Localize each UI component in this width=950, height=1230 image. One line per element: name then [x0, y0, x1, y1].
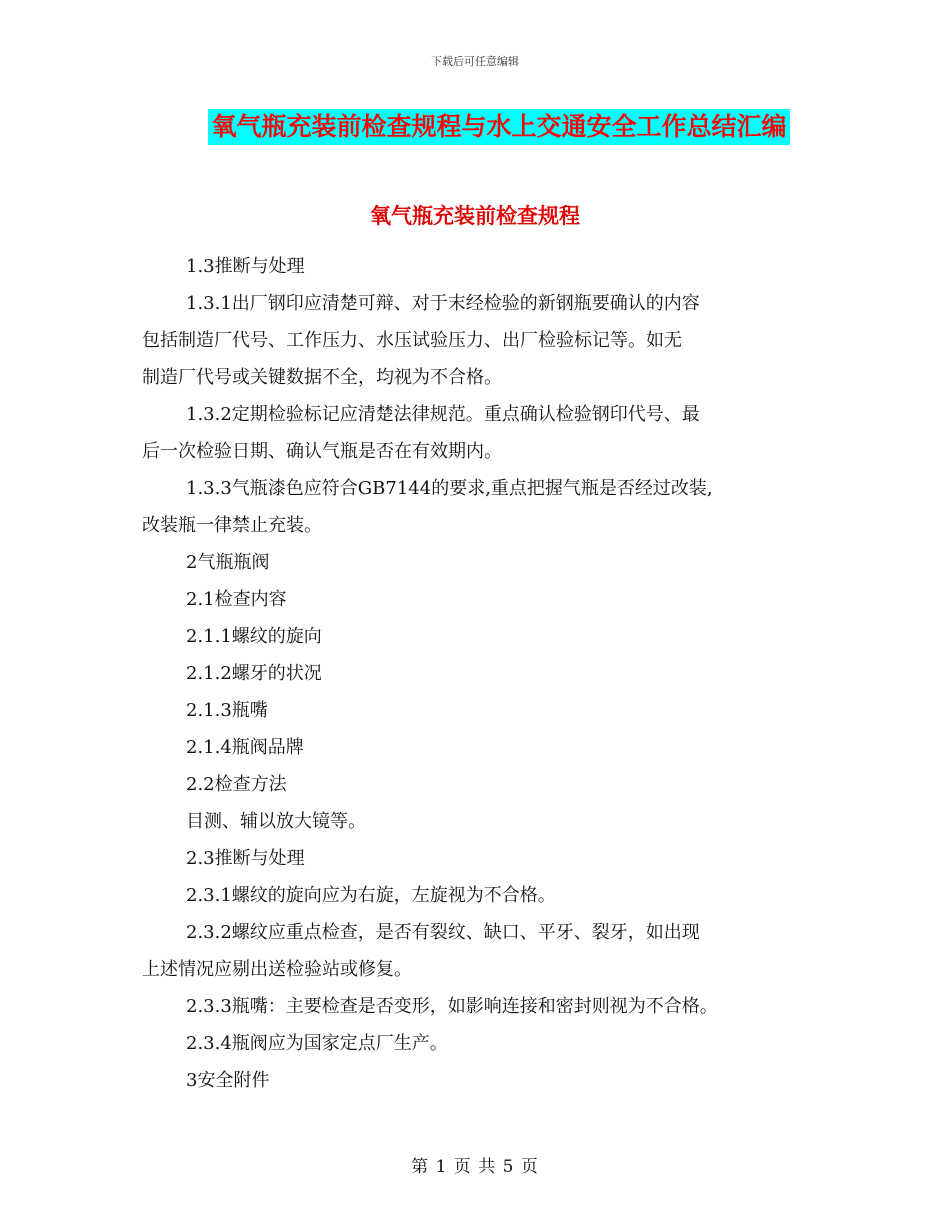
body-line: 2.3.2螺纹应重点检查，是否有裂纹、缺口、平牙、裂牙，如出现 [186, 922, 700, 943]
body-line: 制造厂代号或关键数据不全，均视为不合格。 [142, 367, 502, 388]
body-line: 2.1.3瓶嘴 [186, 700, 268, 721]
body-line: 1.3.1出厂钢印应清楚可辩、对于末经检验的新钢瓶要确认的内容 [186, 293, 700, 314]
document-title-wrapper [0, 109, 950, 145]
body-line: 2.1.2螺牙的状况 [186, 663, 322, 684]
body-line: 1.3推断与处理 [186, 256, 305, 277]
document-title: 氧气瓶充装前检查规程与水上交通安全工作总结汇编 [208, 109, 789, 145]
body-line: 2.2检查方法 [186, 774, 287, 795]
page-footer: 第 1 页 共 5 页 [411, 1157, 539, 1177]
body-line: 2.1.1螺纹的旋向 [186, 626, 322, 647]
body-line: 2.1.4瓶阀品牌 [186, 737, 304, 758]
body-line: 目测、辅以放大镜等。 [186, 811, 366, 832]
body-line: 2.1检查内容 [186, 589, 287, 610]
body-line: 1.3.3气瓶漆色应符合GB7144的要求,重点把握气瓶是否经过改装, [186, 478, 713, 499]
body-line: 3安全附件 [186, 1070, 270, 1091]
body-line: 2.3.1螺纹的旋向应为右旋，左旋视为不合格。 [186, 885, 556, 906]
document-body [142, 248, 822, 1099]
body-line: 包括制造厂代号、工作压力、水压试验压力、出厂检验标记等。如无 [142, 330, 682, 351]
body-line: 1.3.2定期检验标记应清楚法律规范。重点确认检验钢印代号、最 [186, 404, 700, 425]
body-line: 上述情况应剔出送检验站或修复。 [142, 959, 412, 980]
header-note: 下载后可任意编辑 [431, 55, 519, 68]
body-line: 2.3.4瓶阀应为国家定点厂生产。 [186, 1033, 448, 1054]
body-line: 后一次检验日期、确认气瓶是否在有效期内。 [142, 441, 502, 462]
body-line: 2气瓶瓶阀 [186, 552, 270, 573]
section-title: 氧气瓶充装前检查规程 [370, 204, 580, 228]
body-line: 2.3推断与处理 [186, 848, 305, 869]
body-line: 2.3.3瓶嘴：主要检查是否变形，如影响连接和密封则视为不合格。 [186, 996, 718, 1017]
body-line: 改装瓶一律禁止充装。 [142, 515, 322, 536]
